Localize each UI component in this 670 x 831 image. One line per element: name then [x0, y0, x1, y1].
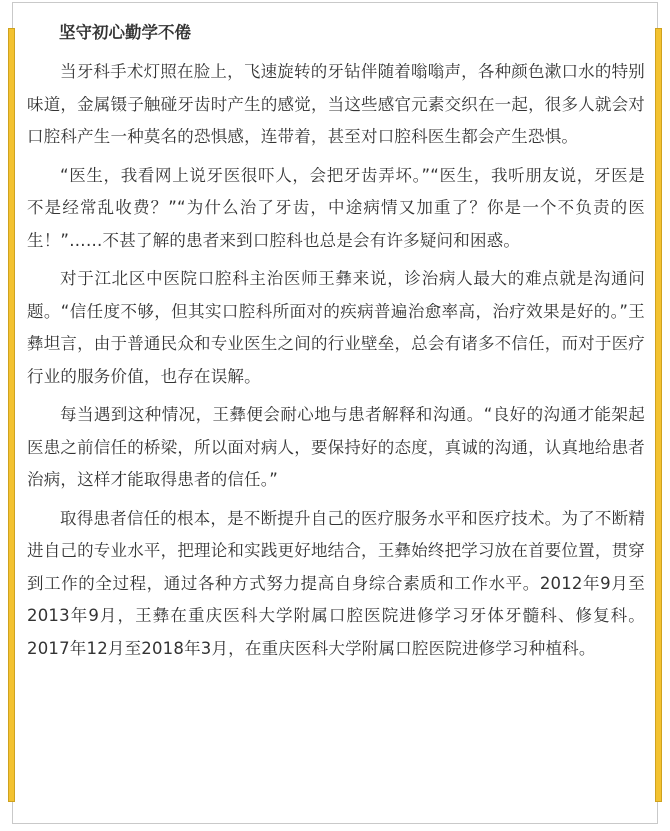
right-accent-bar — [655, 28, 662, 802]
paragraph-2: “医生，我看网上说牙医很吓人，会把牙齿弄坏。”“医生，我听朋友说，牙医是不是经常乱收费？”“为什么治了牙齿，中途病情又加重了？你是一个不负责的医生！”……不甚了解的患者来到口腔科也总是会有许多疑问和困惑。 — [27, 165, 645, 250]
paragraph-1: 当牙科手术灯照在脸上，飞速旋转的牙钻伴随着嗡嗡声，各种颜色漱口水的特别味道，金属镊子触碰牙齿时产生的感觉，当这些感官元素交织在一起，很多人就会对口腔科产生一种莫名的恐惧感，连带着，甚至对口腔科医生都会产生恐惧。 — [27, 62, 645, 146]
left-accent-bar — [8, 28, 15, 802]
paragraph-4: 每当遇到这种情况，王彝便会耐心地与患者解释和沟通。“良好的沟通才能架起医患之前信任的桥梁，所以面对病人，要保持好的态度，真诚的沟通，认真地给患者治病，这样才能取得患者的信任。” — [27, 405, 645, 489]
article-body — [27, 18, 645, 671]
paragraph-3: 对于江北区中医院口腔科主治医师王彝来说，诊治病人最大的难点就是沟通问题。“信任度不够，但其实口腔科所面对的疾病普遍治愈率高，治疗效果是好的。”王彝坦言，由于普通民众和专业医生之间的行业壁垒，总会有诸多不信任，而对于医疗行业的服务价值，也存在误解。 — [27, 269, 645, 386]
paragraph-5: 取得患者信任的根本，是不断提升自己的医疗服务水平和医疗技术。为了不断精进自己的专业水平，把理论和实践更好地结合，王彝始终把学习放在首要位置，贯穿到工作的全过程，通过各种方式努力提高自身综合素质和工作水平。2012年9月至2013年9月，王彝在重庆医科大学附属口腔医院进修学习牙体牙髓科、修复科。2017年12月至2018年3月，在重庆医科大学附属口腔医院进修学习种植科。 — [27, 508, 645, 658]
article-heading: 坚守初心勤学不倦 — [59, 23, 191, 42]
